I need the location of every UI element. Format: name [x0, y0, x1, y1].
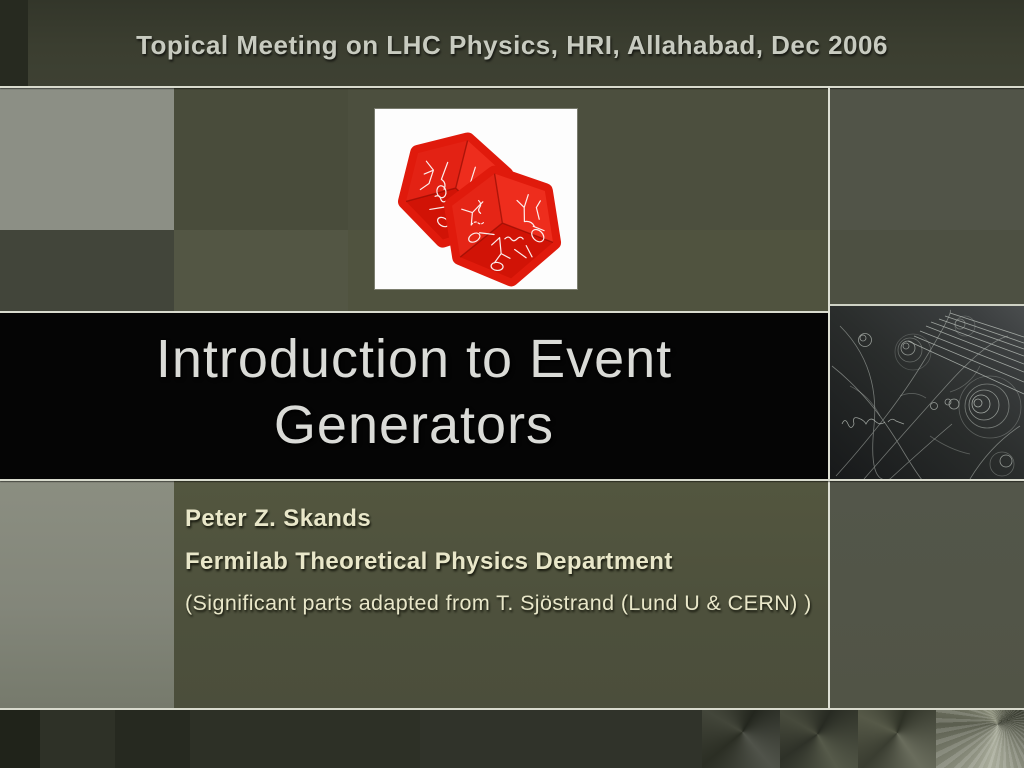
bg-tile	[174, 230, 348, 313]
slide-title-line2: Generators	[273, 395, 555, 455]
divider-below-title	[0, 479, 1024, 481]
particle-tracks-image	[830, 304, 1024, 479]
credit-note: (Significant parts adapted from T. Sjöstrand (Lund U & CERN) )	[185, 591, 812, 615]
slide-title-line1: Introduction to Event	[155, 329, 673, 389]
bg-tile	[174, 88, 348, 230]
divider-top	[0, 86, 1024, 88]
conference-header: Topical Meeting on LHC Physics, HRI, Allahabad, Dec 2006	[136, 30, 888, 60]
bg-tile	[830, 230, 1024, 304]
bg-tile	[0, 481, 174, 708]
bg-tile	[830, 481, 1024, 708]
bg-tile	[0, 230, 174, 313]
bottom-texture-tile	[702, 710, 780, 768]
bottom-texture-tile	[858, 710, 936, 768]
author-name: Peter Z. Skands	[185, 505, 372, 532]
slide-title	[0, 326, 828, 458]
dice-graphic	[375, 109, 577, 289]
dice-image	[375, 109, 577, 289]
subtitle-block	[185, 497, 845, 623]
bg-tile	[0, 88, 174, 230]
particle-tracks-graphic	[830, 306, 1024, 479]
author-affiliation: Fermilab Theoretical Physics Department	[185, 548, 673, 575]
bottom-texture-tile	[780, 710, 858, 768]
bg-tile	[830, 88, 1024, 230]
bottom-texture-tile	[936, 710, 1024, 768]
